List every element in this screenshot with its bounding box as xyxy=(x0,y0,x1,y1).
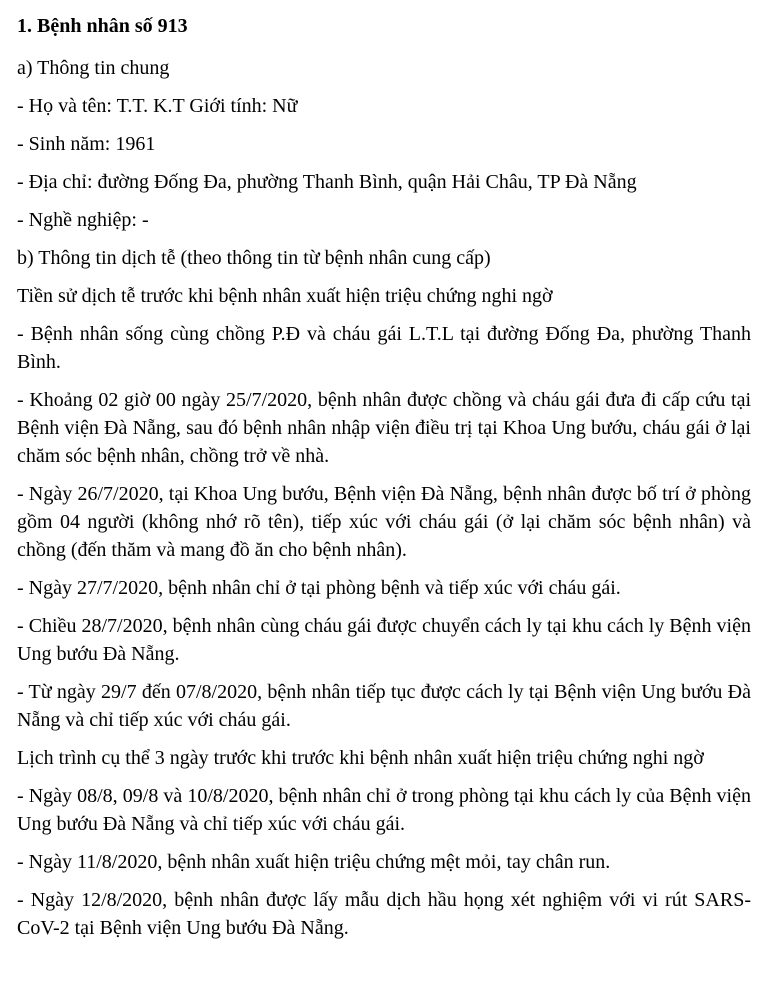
paragraph-event-29-7-to-07-8: - Từ ngày 29/7 đến 07/8/2020, bệnh nhân tiếp tục được cách ly tại Bệnh viện Ung bướu Đà Nẵng và chỉ tiếp xúc với cháu gái. xyxy=(17,681,751,731)
paragraph-event-28-7: - Chiều 28/7/2020, bệnh nhân cùng cháu gái được chuyển cách ly tại khu cách ly Bệnh viện Ung bướu Đà Nẵng. xyxy=(17,615,751,665)
paragraph-event-27-7: - Ngày 27/7/2020, bệnh nhân chỉ ở tại phòng bệnh và tiếp xúc với cháu gái. xyxy=(17,577,621,599)
paragraph-event-26-7: - Ngày 26/7/2020, tại Khoa Ung bướu, Bệnh viện Đà Nẵng, bệnh nhân được bố trí ở phòng gồm 04 người (không nhớ rõ tên), tiếp xúc với cháu gái (ở lại chăm sóc bệnh nhân) và chồng (đến thăm và mang đồ ăn cho bệnh nhân). xyxy=(17,483,751,561)
paragraph-event-11-8: - Ngày 11/8/2020, bệnh nhân xuất hiện triệu chứng mệt mỏi, tay chân run. xyxy=(17,851,611,873)
paragraph-living-situation: - Bệnh nhân sống cùng chồng P.Đ và cháu gái L.T.L tại đường Đống Đa, phường Thanh Bình. xyxy=(17,323,751,373)
paragraph-event-25-7: - Khoảng 02 giờ 00 ngày 25/7/2020, bệnh nhân được chồng và cháu gái đưa đi cấp cứu tại Bệnh viện Đà Nẵng, sau đó bệnh nhân nhập viện điều trị tại Khoa Ung bướu, cháu gái ở lại chăm sóc bệnh nhân, chồng trở về nhà. xyxy=(17,389,751,467)
paragraph-event-08-to-10-8: - Ngày 08/8, 09/8 và 10/8/2020, bệnh nhân chỉ ở trong phòng tại khu cách ly của Bệnh viện Ung bướu Đà Nẵng và chỉ tiếp xúc với cháu gái. xyxy=(17,785,751,835)
paragraph-event-12-8: - Ngày 12/8/2020, bệnh nhân được lấy mẫu dịch hầu họng xét nghiệm với vi rút SARS-CoV-2 tại Bệnh viện Ung bướu Đà Nẵng. xyxy=(17,889,751,939)
paragraph-schedule-label: Lịch trình cụ thể 3 ngày trước khi trước khi bệnh nhân xuất hiện triệu chứng nghi ngờ xyxy=(17,747,704,769)
paragraph-name-gender: - Họ và tên: T.T. K.T Giới tính: Nữ xyxy=(17,95,298,117)
paragraph-general-info-label: a) Thông tin chung xyxy=(17,57,170,79)
paragraph-address: - Địa chỉ: đường Đống Đa, phường Thanh Bình, quận Hải Châu, TP Đà Nẵng xyxy=(17,171,637,193)
paragraph-birth-year: - Sinh năm: 1961 xyxy=(17,133,156,155)
document-heading: 1. Bệnh nhân số 913 xyxy=(17,15,188,37)
paragraph-epi-history-label: Tiền sử dịch tễ trước khi bệnh nhân xuất hiện triệu chứng nghi ngờ xyxy=(17,285,553,307)
paragraph-epi-info-label: b) Thông tin dịch tễ (theo thông tin từ bệnh nhân cung cấp) xyxy=(17,247,491,269)
paragraph-occupation: - Nghề nghiệp: - xyxy=(17,209,149,231)
